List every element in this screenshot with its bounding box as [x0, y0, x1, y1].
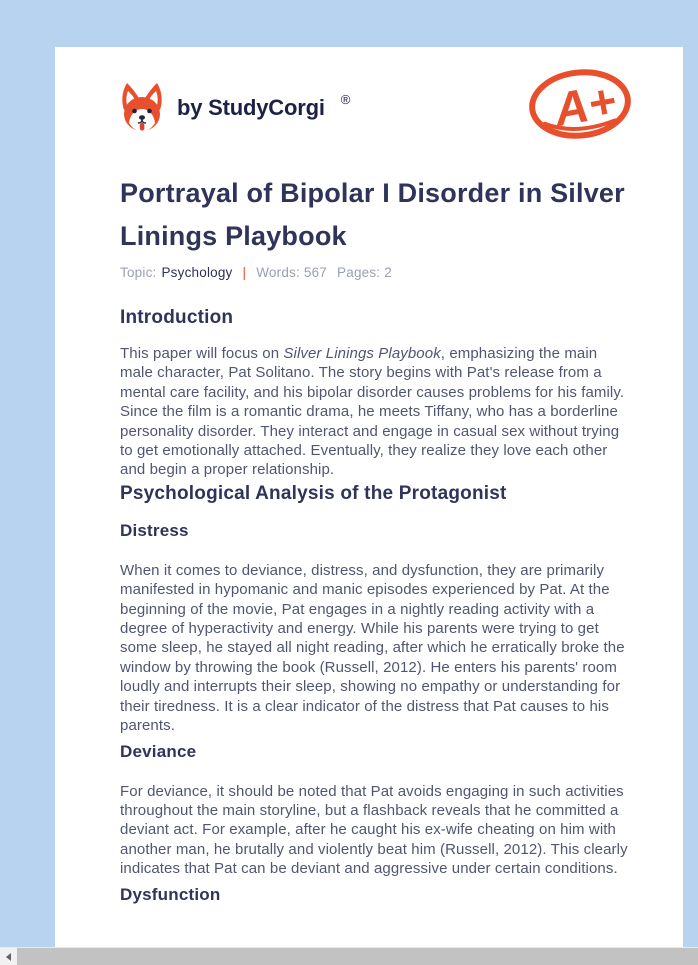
intro-paragraph	[120, 344, 634, 480]
distress-paragraph: When it comes to deviance, distress, and dysfunction, they are primarily manifested in hypomanic and manic episodes experienced by Pat. At the beginning of the movie, Pat engages in a nightly reading activity with a degree of hyperactivity and energy. While his parents were trying to get some sleep, he stayed all night reading, after which he erratically broke the window by throwing the book (Russell, 2012). He enters his parents' room loudly and interrupts their sleep, showing no empathy or understanding for their tiredness. It is a clear indicator of the distress that Pat causes to his parents.	[120, 561, 625, 735]
dysfunction-heading: Dysfunction	[120, 884, 221, 904]
analysis-heading: Psychological Analysis of the Protagonist	[120, 482, 507, 504]
corgi-icon	[120, 83, 164, 133]
deviance-paragraph: For deviance, it should be noted that Pat avoids engaging in such activities throughout the main storyline, but a flashback reveals that he committed a deviant act. For example, after he caught his ex-wife cheating on him with another man, he brutally and violently beat him (Russell, 2012). This clearly indicates that Pat can be deviant and aggressive under certain conditions.	[120, 782, 628, 878]
words-count: Words: 567	[256, 265, 328, 280]
topic-label: Topic:	[120, 265, 157, 280]
document-content	[55, 47, 683, 905]
a-plus-grade-badge-icon	[527, 66, 633, 142]
a-plus-badge-text: A+	[550, 73, 620, 137]
movie-title-italic: Silver Linings Playbook	[283, 345, 441, 362]
registered-trademark-symbol: ®	[340, 91, 351, 107]
intro-text-after-italic: , emphasizing the main male character, Pat Solitano. The story begins with Pat's release from a mental care facility, and his bipolar disorder causes problems for his family. Since the film is a romantic drama, he meets Tiffany, who has a borderline personality disorder. They interact and engage in casual sex without trying to get emotionally attached. Eventually, they realize they love each other and begin a proper relationship.	[120, 345, 625, 479]
scroll-left-arrow-icon	[6, 953, 11, 961]
document-card	[55, 47, 683, 964]
studycorgi-logo[interactable]	[120, 83, 350, 133]
topic-link[interactable]: Psychology	[161, 265, 233, 280]
deviance-heading: Deviance	[120, 741, 197, 761]
scroll-left-button[interactable]	[0, 948, 17, 965]
article-title: Portrayal of Bipolar I Disorder in Silver Linings Playbook	[120, 178, 625, 251]
document-header	[120, 62, 633, 154]
pages-count: Pages: 2	[337, 265, 392, 280]
horizontal-scrollbar[interactable]	[0, 947, 698, 964]
intro-text-before-italic: This paper will focus on	[120, 345, 284, 362]
meta-separator: |	[242, 265, 247, 280]
brand-text: by StudyCorgi	[177, 95, 325, 120]
distress-heading: Distress	[120, 520, 189, 540]
intro-heading: Introduction	[120, 307, 234, 328]
article-meta	[120, 265, 633, 280]
scrollbar-thumb[interactable]	[17, 948, 698, 965]
